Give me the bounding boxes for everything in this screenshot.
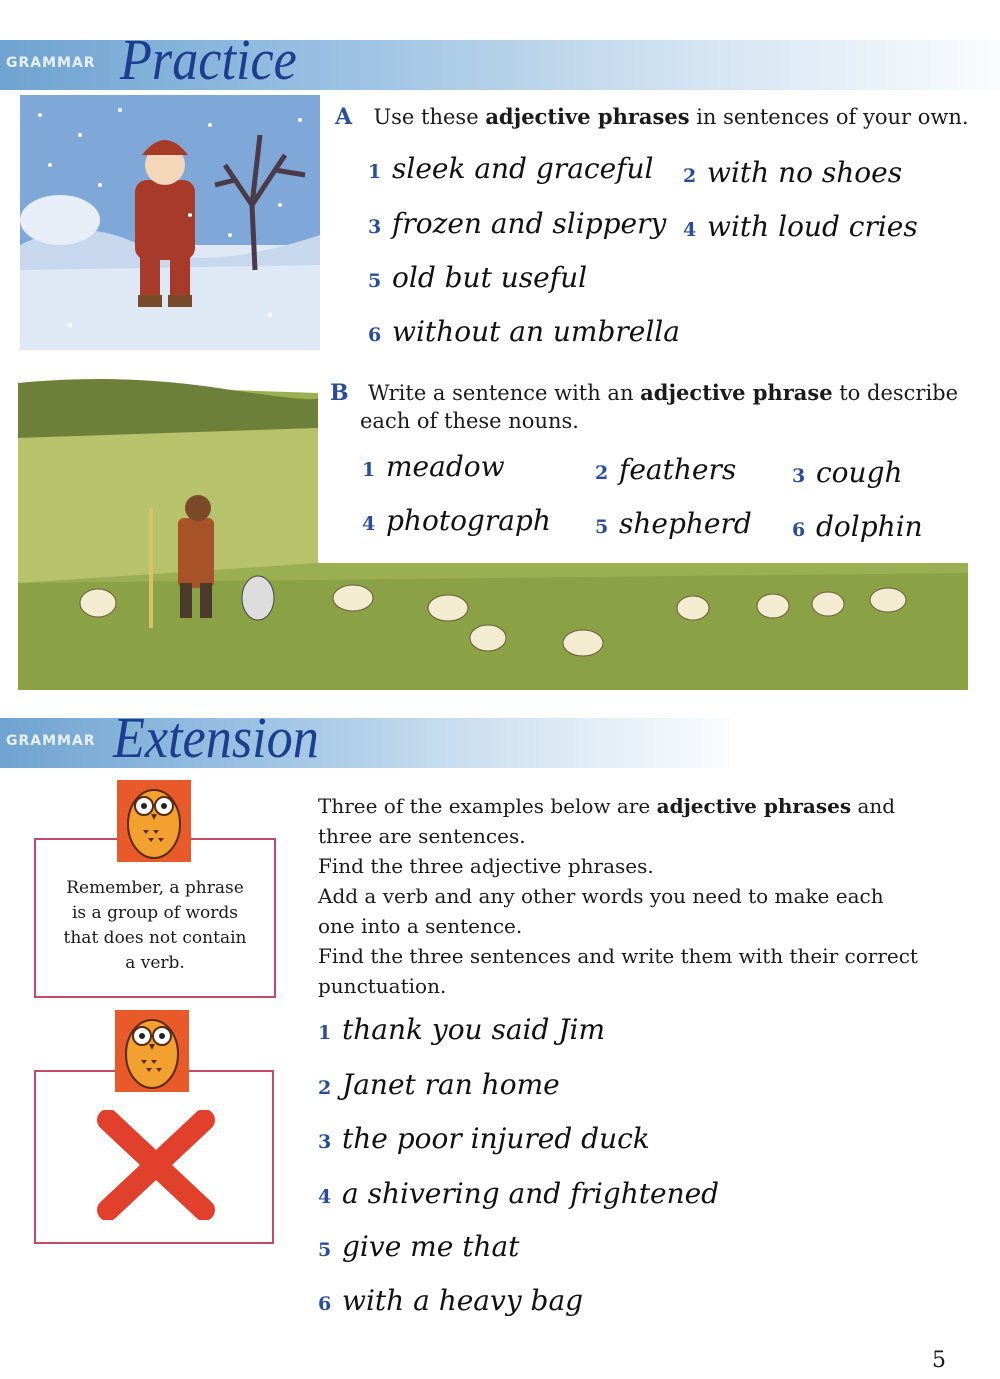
page-number: 5 <box>932 1348 946 1373</box>
item-number: 4 <box>318 1186 332 1208</box>
practice-title: Practice <box>120 27 297 92</box>
instruction-text: Three of the examples below are <box>318 794 657 818</box>
item-number: 6 <box>368 324 382 346</box>
section-b-instruction-bold: adjective phrase <box>640 380 833 405</box>
instruction-text: and <box>851 794 896 818</box>
item-number: 2 <box>683 165 697 187</box>
item-number: 1 <box>368 161 382 183</box>
list-item <box>362 504 551 537</box>
item-text: meadow <box>386 450 505 483</box>
item-number: 5 <box>368 270 382 292</box>
list-item <box>368 261 587 294</box>
item-text: feathers <box>619 453 737 486</box>
owl-icon <box>117 780 191 862</box>
extension-banner <box>0 705 730 770</box>
list-item <box>318 1068 560 1101</box>
item-number: 1 <box>318 1022 332 1044</box>
section-b-instruction-line2: each of these nouns. <box>360 409 579 433</box>
list-item <box>683 210 918 243</box>
item-number: 3 <box>792 465 806 487</box>
list-item <box>318 1284 583 1317</box>
section-a-instruction-post: in sentences of your own. <box>689 105 969 129</box>
item-number: 6 <box>792 519 806 541</box>
section-b-instruction-post: to describe <box>832 381 959 405</box>
instruction-line: Find the three adjective phrases. <box>318 854 654 878</box>
item-text: with no shoes <box>707 156 903 189</box>
section-b-instruction-pre: Write a sentence with an <box>367 381 641 405</box>
item-text: dolphin <box>816 510 923 543</box>
item-text: the poor injured duck <box>342 1122 650 1155</box>
section-a-instruction-bold: adjective phrases <box>485 104 690 129</box>
item-text: with loud cries <box>707 210 918 243</box>
reminder-line: Remember, a phrase <box>66 878 244 898</box>
section-a-instruction <box>335 102 969 132</box>
item-number: 1 <box>362 459 376 481</box>
section-b-instruction <box>330 378 958 408</box>
item-number: 3 <box>318 1131 332 1153</box>
item-text: thank you said Jim <box>342 1013 606 1046</box>
list-item <box>318 1230 519 1263</box>
item-text: a shivering and frightened <box>342 1177 720 1210</box>
item-text: photograph <box>386 504 551 537</box>
grammar-tag: GRAMMAR <box>6 55 96 71</box>
list-item <box>792 456 903 489</box>
extension-title: Extension <box>113 705 319 770</box>
item-text: frozen and slippery <box>392 207 667 240</box>
item-number: 2 <box>595 462 609 484</box>
reminder-line: that does not contain <box>63 928 247 948</box>
instruction-bold: adjective phrases <box>656 794 852 818</box>
item-text: give me that <box>342 1230 520 1263</box>
item-text: sleek and graceful <box>392 152 654 185</box>
section-a-instruction-pre: Use these <box>373 105 486 129</box>
item-number: 6 <box>318 1293 332 1315</box>
item-text: cough <box>816 456 903 489</box>
cross-box <box>34 1070 274 1244</box>
list-item <box>595 453 736 486</box>
list-item <box>683 156 902 189</box>
item-text: without an umbrella <box>392 315 680 348</box>
instruction-line: punctuation. <box>318 974 447 998</box>
cross-icon <box>96 1110 216 1220</box>
list-item <box>318 1122 650 1155</box>
reminder-text <box>36 876 274 976</box>
list-item <box>318 1013 605 1046</box>
item-number: 5 <box>595 516 609 538</box>
extension-instructions <box>318 791 978 1001</box>
list-item <box>368 315 680 348</box>
list-item <box>368 207 666 240</box>
item-number: 3 <box>368 216 382 238</box>
item-text: Janet ran home <box>342 1068 560 1101</box>
section-a-letter: A <box>335 104 353 130</box>
list-item <box>362 450 505 483</box>
item-text: with a heavy bag <box>342 1284 584 1317</box>
instruction-line: one into a sentence. <box>318 914 523 938</box>
reminder-line: a verb. <box>125 953 185 973</box>
instruction-line <box>318 791 978 821</box>
list-item <box>368 152 654 185</box>
grammar-tag: GRAMMAR <box>6 733 96 749</box>
reminder-line: is a group of words <box>71 903 239 923</box>
item-text: shepherd <box>619 507 752 540</box>
item-number: 2 <box>318 1077 332 1099</box>
instruction-line: Add a verb and any other words you need to make each <box>318 884 884 908</box>
item-text: old but useful <box>392 261 588 294</box>
instruction-line: Find the three sentences and write them with their correct <box>318 944 918 968</box>
section-b-letter: B <box>330 380 349 406</box>
item-number: 5 <box>318 1239 332 1261</box>
practice-banner <box>0 27 1000 92</box>
item-number: 4 <box>362 513 376 535</box>
list-item <box>595 507 752 540</box>
item-number: 4 <box>683 219 697 241</box>
list-item <box>318 1177 719 1210</box>
instruction-line: three are sentences. <box>318 824 526 848</box>
winter-child-illustration <box>20 95 320 350</box>
owl-icon <box>115 1010 189 1092</box>
list-item <box>792 510 923 543</box>
